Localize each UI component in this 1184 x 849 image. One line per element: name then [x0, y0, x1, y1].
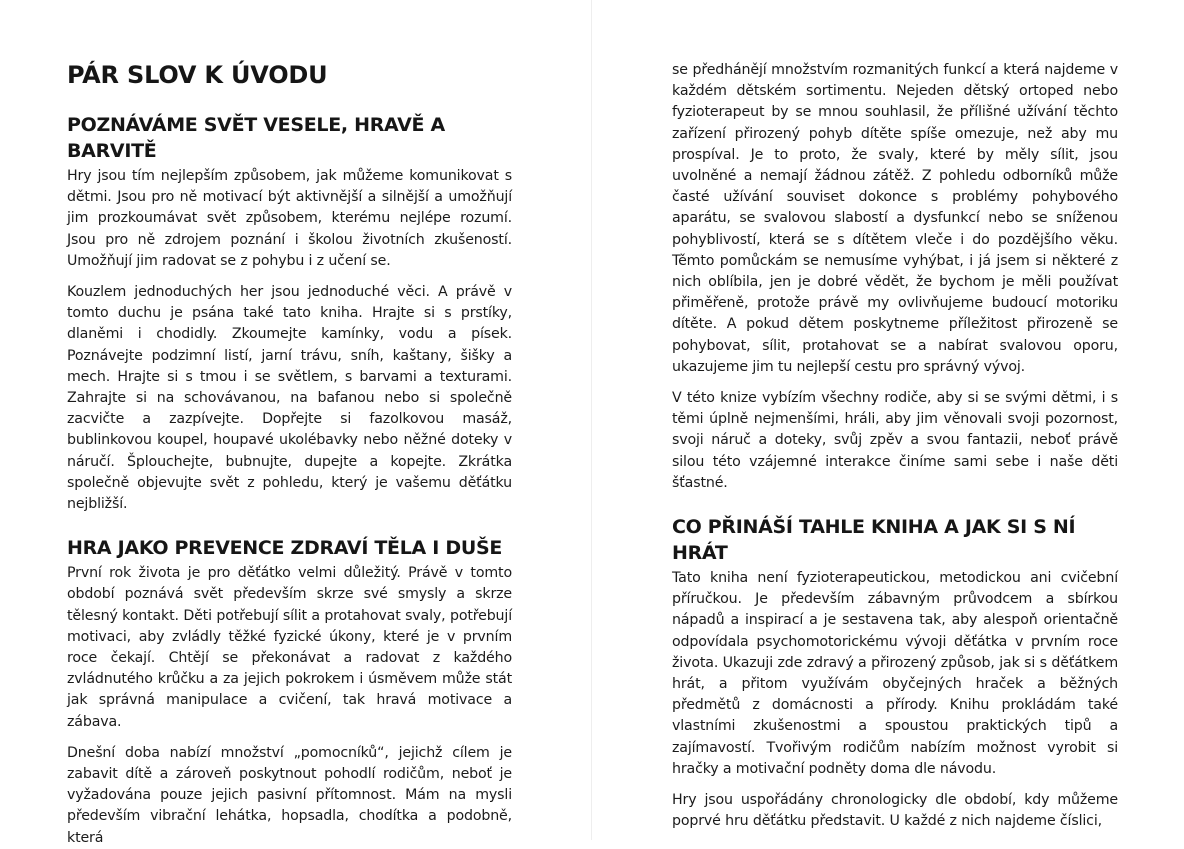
- paragraph: V této knize vybízím všechny rodiče, aby si se svými dětmi, i s těmi úplně nejmenšími, hráli, aby jim věnovali svoji pozornost, svoji náruč a doteky, svůj zpěv a svou fantazii, neboť právě silou této vzájemné interakce činíme sami sebe i naše děti šťastné.: [672, 390, 1118, 491]
- paragraph: Dnešní doba nabízí množství „pomocníků“, jejichž cílem je zabavit dítě a zároveň poskytnout pohodlí rodičům, neboť je vyžadována pouze jejich pasivní přítomnost. Mám na mysli především vibrační lehátka, hopsadla, chodítka a podobně, která: [67, 744, 512, 846]
- right-page: [592, 0, 1184, 840]
- section-heading-2: HRA JAKO PREVENCE ZDRAVÍ TĚLA I DUŠE: [67, 537, 503, 560]
- page-title: PÁR SLOV K ÚVODU: [67, 61, 328, 89]
- paragraph: Hry jsou uspořádány chronologicky dle období, kdy můžeme poprvé hru děťátku představit. U každé z nich najdeme číslici,: [672, 792, 1118, 830]
- left-page: [0, 0, 592, 846]
- paragraph: Kouzlem jednoduchých her jsou jednoduché věci. A právě v tomto duchu je psána také tato kniha. Hrajte si s prstíky, dlaněmi i chodidly. Zkoumejte kamínky, vodu a písek. Poznávejte podzimní listí, jarní trávu, sníh, kaštany, šišky a mech. Hrajte si s tmou i se světlem, s barvami a texturami. Zahrajte si na schovávanou, na bafanou nebo si společně zacvičte a zazpívejte. Dopřejte si fazolkovou masáž, bublinkovou koupel, houpavé ukolébavky nebo něžné doteky v náručí. Šplouchejte, bubnujte, dupejte a kopejte. Zkrátka společně objevujte svět z pohledu, který je vašemu děťátku nejbližší.: [67, 284, 512, 513]
- paragraph: První rok života je pro děťátko velmi důležitý. Právě v tomto období poznává svět především skrze své smysly a skrze tělesný kontakt. Děti potřebují sílit a protahovat svaly, potřebují motivaci, aby zvládly těžké fyzické úkony, které je v prvním roce čekají. Chtějí se překonávat a radovat z každého zvládnutého krůčku a za jejich pokrokem i úsměvem může stát jak správná manipulace a cvičení, tak hravá motivace a zábava.: [67, 565, 512, 730]
- paragraph: Hry jsou tím nejlepším způsobem, jak můžeme komunikovat s dětmi. Jsou pro ně motivací být aktivnější a silnější a umožňují jim prozkoumávat svět způsobem, kterému nejlépe rozumí. Jsou pro ně zdrojem poznání i školou životních zkušeností. Umožňují jim radovat se z pohybu i z učení se.: [67, 168, 512, 269]
- paragraph: Tato kniha není fyzioterapeutickou, metodickou ani cvičební příručkou. Je především zábavným průvodcem a sbírkou nápadů a inspirací a je sestavena tak, aby alespoň orientačně odpovídala psychomotorickému vývoji děťátka v prvním roce života. Ukazuji zde zdravý a přirozený způsob, jak si s děťátkem hrát, a přitom využívám obyčejných hraček a běžných předmětů z domácnosti a přírody. Knihu prokládám také vlastními zkušenostmi a spoustou praktických tipů a zajímavostí. Tvořivým rodičům nabízím možnost vyrobit si hračky a motivační podněty doma dle návodu.: [672, 570, 1118, 777]
- paragraph: se předhánějí množstvím rozmanitých funkcí a která najdeme v každém dětském sortimentu. Nejeden dětský ortoped nebo fyzioterapeut by se mnou souhlasil, že přílišné užívání těchto zařízení přirozený pohyb dítěte spíše omezuje, než aby mu prospíval. Je to proto, že svaly, které by měly sílit, jsou uvolněné a nemají žádnou zátěž. Z pohledu odborníků může časté užívání souviset dokonce s problémy pohybového aparátu, se svalovou slabostí a dysfunkcí nebo se sníženou pohyblivostí, která se s dítětem vleče i do pozdějšího věku. Těmto pomůckám se nemusíme vyhýbat, i já jsem si některé z nich oblíbila, jen je dobré vědět, že bychom je měli používat přiměřeně, protože právě my ovlivňujeme budoucí motoriku dítěte. A pokud dětem poskytneme příležitost přirozeně se pohybovat, sílit, protahovat se a nabírat svalovou oporu, ukazujeme jim tu nejlepší cestu pro správný vývoj.: [672, 62, 1118, 375]
- section-heading-1: POZNÁVÁME SVĚT VESELE, HRAVĚ A BARVITĚ: [67, 114, 445, 162]
- section-heading-3: CO PŘINÁŠÍ TAHLE KNIHA A JAK SI S NÍ HRÁT: [672, 516, 1076, 565]
